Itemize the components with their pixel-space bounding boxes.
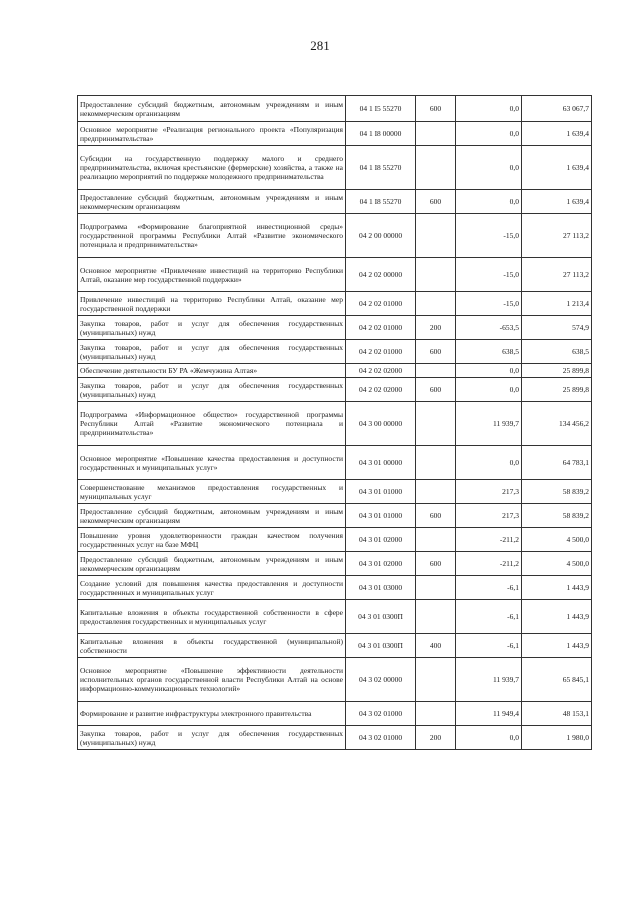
change-amount: -6,1: [456, 576, 522, 600]
table-row: [78, 378, 592, 402]
target-article-code: 04 1 I8 00000: [346, 122, 416, 146]
total-amount: 4 500,0: [522, 552, 592, 576]
table-row: [78, 316, 592, 340]
expense-type-code: 600: [416, 340, 456, 364]
budget-item-name: Предоставление субсидий бюджетным, автономным учреждениям и иным некоммерческим организациям: [78, 190, 346, 214]
expense-type-code: [416, 600, 456, 634]
total-amount: 64 783,1: [522, 446, 592, 480]
table-row: [78, 702, 592, 726]
table-row: [78, 214, 592, 258]
budget-item-name: Подпрограмма «Информационное общество» государственной программы Республики Алтай «Развитие экономического потенциала и предпринимательства»: [78, 402, 346, 446]
expense-type-code: [416, 214, 456, 258]
expense-type-code: [416, 292, 456, 316]
target-article-code: 04 2 02 01000: [346, 340, 416, 364]
expense-type-code: 400: [416, 634, 456, 658]
expense-type-code: 200: [416, 316, 456, 340]
change-amount: 0,0: [456, 190, 522, 214]
budget-item-name: Основное мероприятие «Повышение качества предоставления и доступности государственных и муниципальных услуг»: [78, 446, 346, 480]
budget-item-name: Подпрограмма «Формирование благоприятной инвестиционной среды» государственной программы Республики Алтай «Развитие экономического потенциала и предпринимательства»: [78, 214, 346, 258]
expense-type-code: 200: [416, 726, 456, 750]
change-amount: 0,0: [456, 364, 522, 378]
budget-item-name: Субсидии на государственную поддержку малого и среднего предпринимательства, включая крестьянские (фермерские) хозяйства, а также на реализацию мероприятий по поддержке молодежного предпринимательства: [78, 146, 346, 190]
table-row: [78, 146, 592, 190]
target-article-code: 04 3 00 00000: [346, 402, 416, 446]
budget-item-name: Предоставление субсидий бюджетным, автономным учреждениям и иным некоммерческим организациям: [78, 552, 346, 576]
table-row: [78, 552, 592, 576]
target-article-code: 04 2 02 02000: [346, 378, 416, 402]
budget-item-name: Капитальные вложения в объекты государственной (муниципальной) собственности: [78, 634, 346, 658]
change-amount: -15,0: [456, 258, 522, 292]
budget-table: [77, 95, 592, 750]
target-article-code: 04 3 01 02000: [346, 552, 416, 576]
total-amount: 1 980,0: [522, 726, 592, 750]
table-row: [78, 726, 592, 750]
table-row: [78, 402, 592, 446]
change-amount: -653,5: [456, 316, 522, 340]
expense-type-code: 600: [416, 504, 456, 528]
table-row: [78, 364, 592, 378]
total-amount: 1 443,9: [522, 576, 592, 600]
total-amount: 25 899,8: [522, 378, 592, 402]
budget-item-name: Совершенствование механизмов предоставления государственных и муниципальных услуг: [78, 480, 346, 504]
budget-item-name: Формирование и развитие инфраструктуры электронного правительства: [78, 702, 346, 726]
budget-item-name: Создание условий для повышения качества предоставления и доступности государственных и муниципальных услуг: [78, 576, 346, 600]
expense-type-code: [416, 146, 456, 190]
target-article-code: 04 3 01 02000: [346, 528, 416, 552]
target-article-code: 04 3 01 00000: [346, 446, 416, 480]
total-amount: 65 845,1: [522, 658, 592, 702]
expense-type-code: 600: [416, 190, 456, 214]
table-row: [78, 96, 592, 122]
expense-type-code: [416, 576, 456, 600]
budget-item-name: Привлечение инвестиций на территорию Республики Алтай, оказание мер государственной поддержки: [78, 292, 346, 316]
budget-item-name: Предоставление субсидий бюджетным, автономным учреждениям и иным некоммерческим организациям: [78, 504, 346, 528]
change-amount: -15,0: [456, 292, 522, 316]
change-amount: 0,0: [456, 446, 522, 480]
total-amount: 25 899,8: [522, 364, 592, 378]
expense-type-code: [416, 402, 456, 446]
table-row: [78, 576, 592, 600]
table-row: [78, 600, 592, 634]
total-amount: 1 213,4: [522, 292, 592, 316]
target-article-code: 04 1 I5 55270: [346, 96, 416, 122]
change-amount: -211,2: [456, 528, 522, 552]
change-amount: -15,0: [456, 214, 522, 258]
target-article-code: 04 3 01 03000: [346, 576, 416, 600]
total-amount: 1 443,9: [522, 634, 592, 658]
expense-type-code: 600: [416, 96, 456, 122]
table-row: [78, 190, 592, 214]
target-article-code: 04 1 I8 55270: [346, 190, 416, 214]
budget-item-name: Предоставление субсидий бюджетным, автономным учреждениям и иным некоммерческим организациям: [78, 96, 346, 122]
table-row: [78, 446, 592, 480]
total-amount: 58 839,2: [522, 480, 592, 504]
change-amount: 0,0: [456, 122, 522, 146]
total-amount: 1 639,4: [522, 122, 592, 146]
total-amount: 48 153,1: [522, 702, 592, 726]
total-amount: 27 113,2: [522, 214, 592, 258]
change-amount: 11 939,7: [456, 658, 522, 702]
budget-table-body: [78, 96, 592, 750]
expense-type-code: [416, 658, 456, 702]
total-amount: 4 500,0: [522, 528, 592, 552]
budget-item-name: Обеспечение деятельности БУ РА «Жемчужина Алтая»: [78, 364, 346, 378]
total-amount: 58 839,2: [522, 504, 592, 528]
table-row: [78, 258, 592, 292]
total-amount: 63 067,7: [522, 96, 592, 122]
change-amount: 11 939,7: [456, 402, 522, 446]
table-row: [78, 292, 592, 316]
expense-type-code: [416, 364, 456, 378]
change-amount: 0,0: [456, 726, 522, 750]
target-article-code: 04 3 01 0300П: [346, 634, 416, 658]
table-row: [78, 122, 592, 146]
expense-type-code: [416, 702, 456, 726]
change-amount: -6,1: [456, 600, 522, 634]
budget-item-name: Основное мероприятие «Реализация регионального проекта «Популяризация предпринимательства»: [78, 122, 346, 146]
change-amount: 0,0: [456, 146, 522, 190]
budget-item-name: Повышение уровня удовлетворенности граждан качеством получения государственных услуг на базе МФЦ: [78, 528, 346, 552]
change-amount: 0,0: [456, 378, 522, 402]
expense-type-code: [416, 480, 456, 504]
change-amount: -6,1: [456, 634, 522, 658]
budget-item-name: Закупка товаров, работ и услуг для обеспечения государственных (муниципальных) нужд: [78, 378, 346, 402]
change-amount: 217,3: [456, 504, 522, 528]
budget-item-name: Основное мероприятие «Повышение эффективности деятельности исполнительных органов государственной власти Республики Алтай на основе информационно-коммуникационных технологий»: [78, 658, 346, 702]
table-row: [78, 528, 592, 552]
page-number: 281: [310, 38, 330, 53]
target-article-code: 04 3 02 00000: [346, 658, 416, 702]
budget-item-name: Закупка товаров, работ и услуг для обеспечения государственных (муниципальных) нужд: [78, 316, 346, 340]
budget-item-name: Основное мероприятие «Привлечение инвестиций на территорию Республики Алтай, оказание мер государственной поддержки»: [78, 258, 346, 292]
total-amount: 574,9: [522, 316, 592, 340]
change-amount: 638,5: [456, 340, 522, 364]
budget-item-name: Закупка товаров, работ и услуг для обеспечения государственных (муниципальных) нужд: [78, 340, 346, 364]
table-row: [78, 340, 592, 364]
target-article-code: 04 3 02 01000: [346, 726, 416, 750]
budget-item-name: Капитальные вложения в объекты государственной собственности в сфере предоставления государственных и муниципальных услуг: [78, 600, 346, 634]
total-amount: 638,5: [522, 340, 592, 364]
target-article-code: 04 2 02 00000: [346, 258, 416, 292]
target-article-code: 04 2 02 01000: [346, 292, 416, 316]
total-amount: 134 456,2: [522, 402, 592, 446]
target-article-code: 04 2 02 01000: [346, 316, 416, 340]
target-article-code: 04 3 01 0300П: [346, 600, 416, 634]
expense-type-code: [416, 528, 456, 552]
total-amount: 1 443,9: [522, 600, 592, 634]
table-row: [78, 658, 592, 702]
change-amount: 11 949,4: [456, 702, 522, 726]
expense-type-code: 600: [416, 552, 456, 576]
budget-item-name: Закупка товаров, работ и услуг для обеспечения государственных (муниципальных) нужд: [78, 726, 346, 750]
total-amount: 1 639,4: [522, 146, 592, 190]
table-row: [78, 504, 592, 528]
total-amount: 1 639,4: [522, 190, 592, 214]
target-article-code: 04 3 01 01000: [346, 480, 416, 504]
target-article-code: 04 1 I8 55270: [346, 146, 416, 190]
table-row: [78, 634, 592, 658]
change-amount: 217,3: [456, 480, 522, 504]
expense-type-code: [416, 258, 456, 292]
target-article-code: 04 2 00 00000: [346, 214, 416, 258]
expense-type-code: [416, 446, 456, 480]
expense-type-code: 600: [416, 378, 456, 402]
change-amount: 0,0: [456, 96, 522, 122]
target-article-code: 04 3 01 01000: [346, 504, 416, 528]
table-row: [78, 480, 592, 504]
expense-type-code: [416, 122, 456, 146]
total-amount: 27 113,2: [522, 258, 592, 292]
target-article-code: 04 2 02 02000: [346, 364, 416, 378]
target-article-code: 04 3 02 01000: [346, 702, 416, 726]
change-amount: -211,2: [456, 552, 522, 576]
